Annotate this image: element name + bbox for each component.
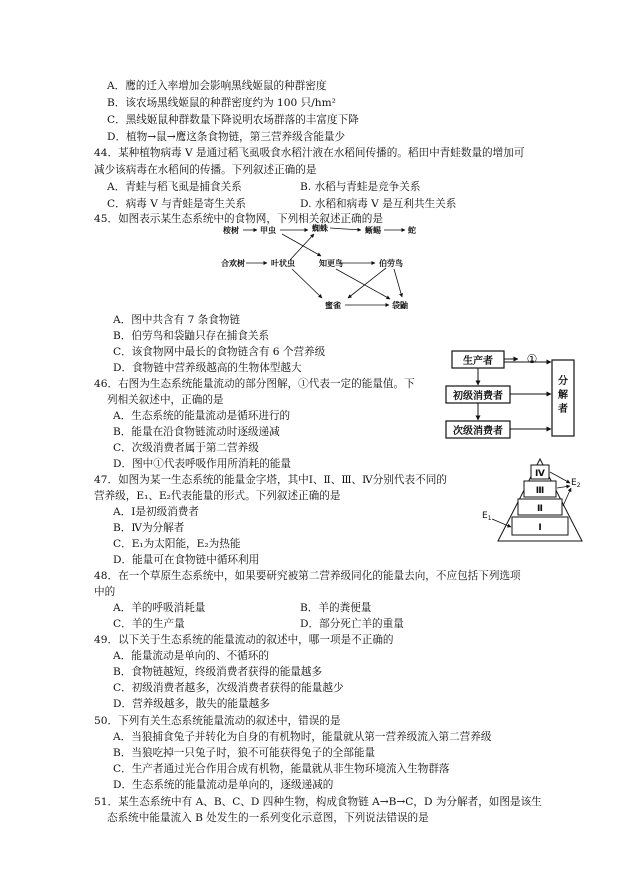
q51-stem-cont: 态系统中能量流入 B 处发生的一系列变化示意图，下列说法错误的是 (107, 812, 429, 824)
q47-option-c: C．E₁为太阳能，E₂为热能 (113, 538, 241, 550)
q46-option-b: B．能量在沿食物链流动时逐级递减 (113, 426, 280, 438)
q44-option-b: B. 水稻与青蛙是竞争关系 (300, 181, 421, 193)
pyramid-label-2: Ⅱ (537, 504, 543, 514)
q44-option-a: A．青蛙与稻飞虱是捕食关系 (107, 181, 242, 193)
q48-stem-cont: 中的 (94, 586, 116, 598)
node-silk-tree: 合欢树 (221, 259, 245, 268)
q46-stem: 46．右图为生态系统能量流动的部分图解，①代表一定的能量值。下 (94, 378, 415, 390)
q48-option-c: C．羊的生产量 (113, 618, 185, 630)
q48-option-a: A．羊的呼吸消耗量 (113, 602, 206, 614)
q51-stem: 51．某生态系统中有 A、B、C、D 四种生物，构成食物链 A→B→C，D 为分解者，如图是该生 (94, 796, 542, 808)
q49-option-d: D．营养级越多，散失的能量越多 (113, 698, 270, 710)
energy-pyramid-diagram (478, 455, 598, 547)
svg-text:者: 者 (558, 404, 568, 415)
q48-stem: 48．在一个草原生态系统中，如果要研究被第二营养级同化的能量去向，不应包括下列选项 (94, 570, 521, 582)
q50-option-c: C．生产者通过光合作用合成有机物，能量就从非生物环境流入生物群落 (113, 763, 450, 775)
q45-stem: 45．如图表示某生态系统中的食物网，下列相关叙述正确的是 (94, 213, 383, 225)
q50-stem: 50．下列有关生态系统能量流动的叙述中，错误的是 (94, 715, 341, 727)
pyramid-label-4: Ⅳ (535, 469, 545, 479)
q45-option-a: A．图中共含有 7 条食物链 (113, 314, 241, 326)
primary-consumer-label: 初级消费者 (453, 391, 503, 402)
q48-option-d: D．部分死亡羊的重量 (300, 618, 404, 630)
q46-option-d: D．图中①代表呼吸作用所消耗的能量 (113, 458, 291, 470)
q47-option-a: A．Ⅰ是初级消费者 (113, 506, 199, 518)
node-robin: 知更鸟 (319, 259, 343, 268)
q50-option-a: A．当狼捕食兔子并转化为自身的有机物时，能量就从第一营养级流入第二营养级 (113, 731, 492, 743)
food-web-diagram (212, 220, 432, 316)
node-spider: 蜘蛛 (312, 224, 328, 233)
svg-text:分: 分 (558, 376, 568, 387)
node-shrike: 伯劳鸟 (379, 259, 403, 268)
q43-option-b: B．该农场黑线姬鼠的种群密度约为 100 只/hm² (107, 97, 336, 109)
q47-option-d: D．能量可在食物链中循环利用 (113, 554, 260, 566)
q47-stem-cont: 营养级，E₁、E₂代表能量的形式。下列叙述正确的是 (94, 490, 341, 502)
q46-option-a: A．生态系统的能量流动是循环进行的 (113, 410, 291, 422)
decomposer-label (558, 374, 569, 415)
q44-option-c: C．病毒 V 与青蛙是寄生关系 (107, 198, 247, 210)
pyramid-label-3: Ⅲ (535, 486, 545, 496)
q44-stem-cont: 减少该病毒在水稻间的传播。下列叙述正确的是 (94, 164, 317, 176)
energy-flow-diagram (442, 346, 592, 446)
q45-option-b: B．伯劳鸟和袋鼬只存在捕食关系 (113, 330, 270, 342)
node-eucalyptus: 桉树 (223, 226, 239, 235)
q43-option-a: A．鹰的迁入率增加会影响黑线姬鼠的种群密度 (107, 80, 327, 92)
node-beetle: 甲虫 (260, 226, 276, 235)
node-lizard: 蜥蜴 (365, 226, 381, 235)
q50-option-d: D．生态系统的能量流动是单向的，逐级递减的 (113, 779, 334, 791)
q46-stem-cont: 列相关叙述中，正确的是 (107, 394, 224, 406)
q47-option-b: B．Ⅳ为分解者 (113, 522, 185, 534)
q46-option-c: C．次级消费者属于第二营养级 (113, 442, 259, 454)
q45-option-d: D．食物链中营养级越高的生物体型越大 (113, 362, 302, 374)
q48-option-b: B．羊的粪便量 (300, 602, 372, 614)
secondary-consumer-label: 次级消费者 (453, 426, 503, 437)
q49-option-a: A．能量流动是单向的、不循环的 (113, 650, 269, 662)
q49-option-b: B．食物链越短，终级消费者获得的能量越多 (113, 666, 323, 678)
q49-option-c: C．初级消费者越多，次级消费者获得的能量越少 (113, 682, 344, 694)
q43-option-d: D．植物→鼠→鹰这条食物链，第三营养级含能量少 (107, 131, 346, 143)
pyramid-label-1: Ⅰ (538, 523, 542, 533)
circle-one-label: ① (526, 352, 538, 366)
q49-stem: 49．以下关于生态系统的能量流动的叙述中，哪一项是不正确的 (94, 634, 394, 646)
producer-label: 生产者 (463, 356, 493, 367)
q47-stem: 47．如图为某一生态系统的能量金字塔，其中Ⅰ、Ⅱ、Ⅲ、Ⅳ分别代表不同的 (94, 474, 447, 486)
node-snake: 蛇 (408, 226, 416, 235)
svg-text:解: 解 (558, 390, 568, 401)
q44-stem: 44．某种植物病毒 V 是通过稻飞虱吸食水稻汁液在水稻间传播的。稻田中青蛙数量的增加可 (94, 147, 525, 159)
node-leaf-insect: 叶状虫 (271, 259, 295, 268)
e1-label: $E_1$ (482, 511, 492, 522)
q43-option-c: C．黑线姬鼠种群数量下降说明农场群落的丰富度下降 (107, 114, 359, 126)
node-honeyeater: 蜜雀 (325, 301, 341, 310)
node-quoll: 袋鼬 (392, 301, 408, 310)
q50-option-b: B．当狼吃掉一只兔子时，狼不可能获得兔子的全部能量 (113, 747, 376, 759)
e2-label: $E_2$ (571, 478, 581, 489)
q45-option-c: C．该食物网中最长的食物链含有 6 个营养级 (113, 346, 326, 358)
q44-option-d: D. 水稻和病毒 V 是互利共生关系 (300, 198, 457, 210)
